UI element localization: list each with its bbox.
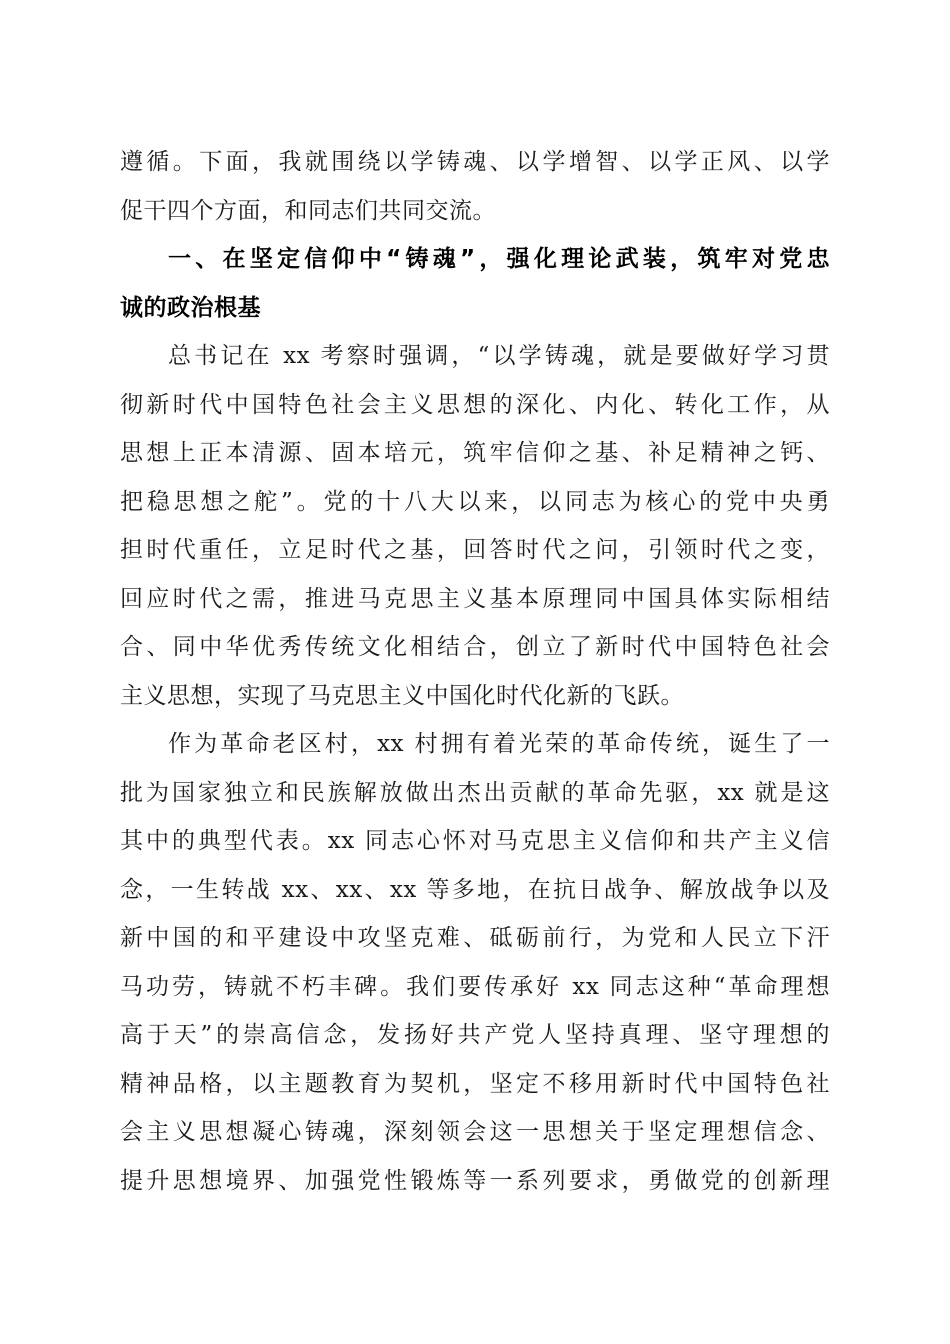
text-line: 提升思想境界、加强党性锻炼等一系列要求，勇做党的创新理 xyxy=(120,1167,830,1194)
paragraph-1 xyxy=(120,332,830,720)
text-line: 思想上正本清源、固本培元，筑牢信仰之基、补足精神之钙、 xyxy=(120,440,830,466)
text-line: 马功劳，铸就不朽丰碑。我们要传承好 xx 同志这种“革命理想 xyxy=(120,973,830,1000)
text-line: 会主义思想凝心铸魂，深刻领会这一思想关于坚定理想信念、 xyxy=(120,1119,830,1145)
text-line: 遵循。下面，我就围绕以学铸魂、以学增智、以学正风、以学 xyxy=(120,149,830,175)
section-heading xyxy=(120,235,830,332)
text-line: 新中国的和平建设中攻坚克难、砥砺前行，为党和人民立下汗 xyxy=(120,925,830,951)
text-line: 批为国家独立和民族解放做出杰出贡献的革命先驱，xx 就是这 xyxy=(120,779,830,806)
text-line: 高于天”的崇高信念，发扬好共产党人坚持真理、坚守理想的 xyxy=(120,1022,830,1048)
heading-line: 一、在坚定信仰中“铸魂”，强化理论武装，筑牢对党忠 xyxy=(168,246,830,272)
text-line: 合、同中华优秀传统文化相结合，创立了新时代中国特色社会 xyxy=(120,634,830,660)
intro-paragraph xyxy=(120,138,830,235)
paragraph-2 xyxy=(120,720,830,1205)
text-line: 作为革命老区村，xx 村拥有着光荣的革命传统，诞生了一 xyxy=(168,731,830,757)
text-line: 彻新时代中国特色社会主义思想的深化、内化、转化工作，从 xyxy=(120,391,830,418)
text-line: 主义思想，实现了马克思主义中国化时代化新的飞跃。 xyxy=(120,682,684,709)
text-line: 促干四个方面，和同志们共同交流。 xyxy=(120,197,496,224)
document-body xyxy=(120,138,830,1205)
text-line: 念，一生转战 xx、xx、xx 等多地，在抗日战争、解放战争以及 xyxy=(120,876,830,903)
heading-line: 诚的政治根基 xyxy=(120,294,261,321)
text-line: 总书记在 xx 考察时强调，“以学铸魂，就是要做好学习贯 xyxy=(168,343,830,369)
text-line: 其中的典型代表。xx 同志心怀对马克思主义信仰和共产主义信 xyxy=(120,828,830,854)
text-line: 精神品格，以主题教育为契机，坚定不移用新时代中国特色社 xyxy=(120,1070,830,1097)
text-line: 把稳思想之舵”。党的十八大以来，以同志为核心的党中央勇 xyxy=(120,488,830,515)
text-line: 担时代重任，立足时代之基，回答时代之问，引领时代之变， xyxy=(120,537,830,563)
text-line: 回应时代之需，推进马克思主义基本原理同中国具体实际相结 xyxy=(120,585,830,612)
